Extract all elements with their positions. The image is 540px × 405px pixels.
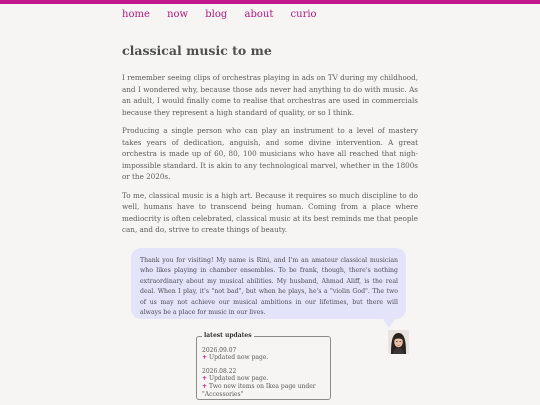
update-item bbox=[202, 375, 325, 383]
bubble-text: Thank you for visiting! My name is Rini, and I'm an amateur classical musician who likes playing in chamber ensembles. To be frank, though, there's nothing extraordinary about my musical abilities. My husband, Ahmad Aliff, is the real deal. When I play, it's "not bad", but when he plays, he's a "violin God". The two of us may not achieve our musical ambitions in our lifetimes, but there will always be a place for music in our lives. bbox=[140, 257, 398, 317]
nav-now-link[interactable]: now bbox=[167, 9, 189, 20]
update-date: 2026.08.22 bbox=[202, 368, 237, 375]
latest-updates-box bbox=[196, 332, 331, 400]
top-accent-bar bbox=[0, 0, 540, 4]
main-nav bbox=[122, 9, 331, 20]
bubble-tail bbox=[383, 319, 395, 328]
author-avatar bbox=[388, 330, 409, 354]
article-paragraph: Producing a single person who can play an instrument to a level of mastery takes years of dedication, anguish, and some divine intervention. A great orchestra is made up of 60, 80, 100 musicians who have all reached that nigh-impossible standard. It is akin to any technological marvel, whether in the 1800s or the 2020s. bbox=[122, 126, 418, 181]
speech-bubble bbox=[131, 248, 406, 319]
plus-icon: + bbox=[202, 354, 208, 361]
update-item bbox=[202, 383, 325, 399]
article-body bbox=[122, 72, 418, 243]
plus-icon: + bbox=[202, 383, 208, 390]
avatar-portrait-icon bbox=[388, 330, 409, 354]
update-item-text: Updated now page. bbox=[209, 375, 269, 382]
article-paragraph: To me, classical music is a high art. Because it requires so much discipline to do well, humans have to transcend being human. Coming from a place where mediocrity is often celebrated, classical music at its best reminds me that people can, and do, strive to create things of beauty. bbox=[122, 190, 418, 234]
article-paragraph: I remember seeing clips of orchestras playing in ads on TV during my childhood, and I wondered why, because those ads never had anything to do with music. As an adult, I would finally come to realise that orchestras are used in commercials because they represent a high standard of quality, or so I think. bbox=[122, 73, 418, 117]
nav-about-link[interactable]: about bbox=[244, 9, 274, 20]
updates-legend: latest updates bbox=[204, 332, 252, 339]
plus-icon: + bbox=[202, 375, 208, 382]
page-title: classical music to me bbox=[122, 43, 272, 58]
update-item bbox=[202, 354, 325, 362]
update-item-text: Updated now page. bbox=[209, 354, 269, 361]
update-date: 2026.09.07 bbox=[202, 347, 237, 354]
nav-home-link[interactable]: home bbox=[122, 9, 150, 20]
nav-curio-link[interactable]: curio bbox=[290, 9, 317, 20]
update-item-text: Two new items on Ikea page under "Accessories" bbox=[202, 383, 316, 398]
nav-blog-link[interactable]: blog bbox=[205, 9, 228, 20]
